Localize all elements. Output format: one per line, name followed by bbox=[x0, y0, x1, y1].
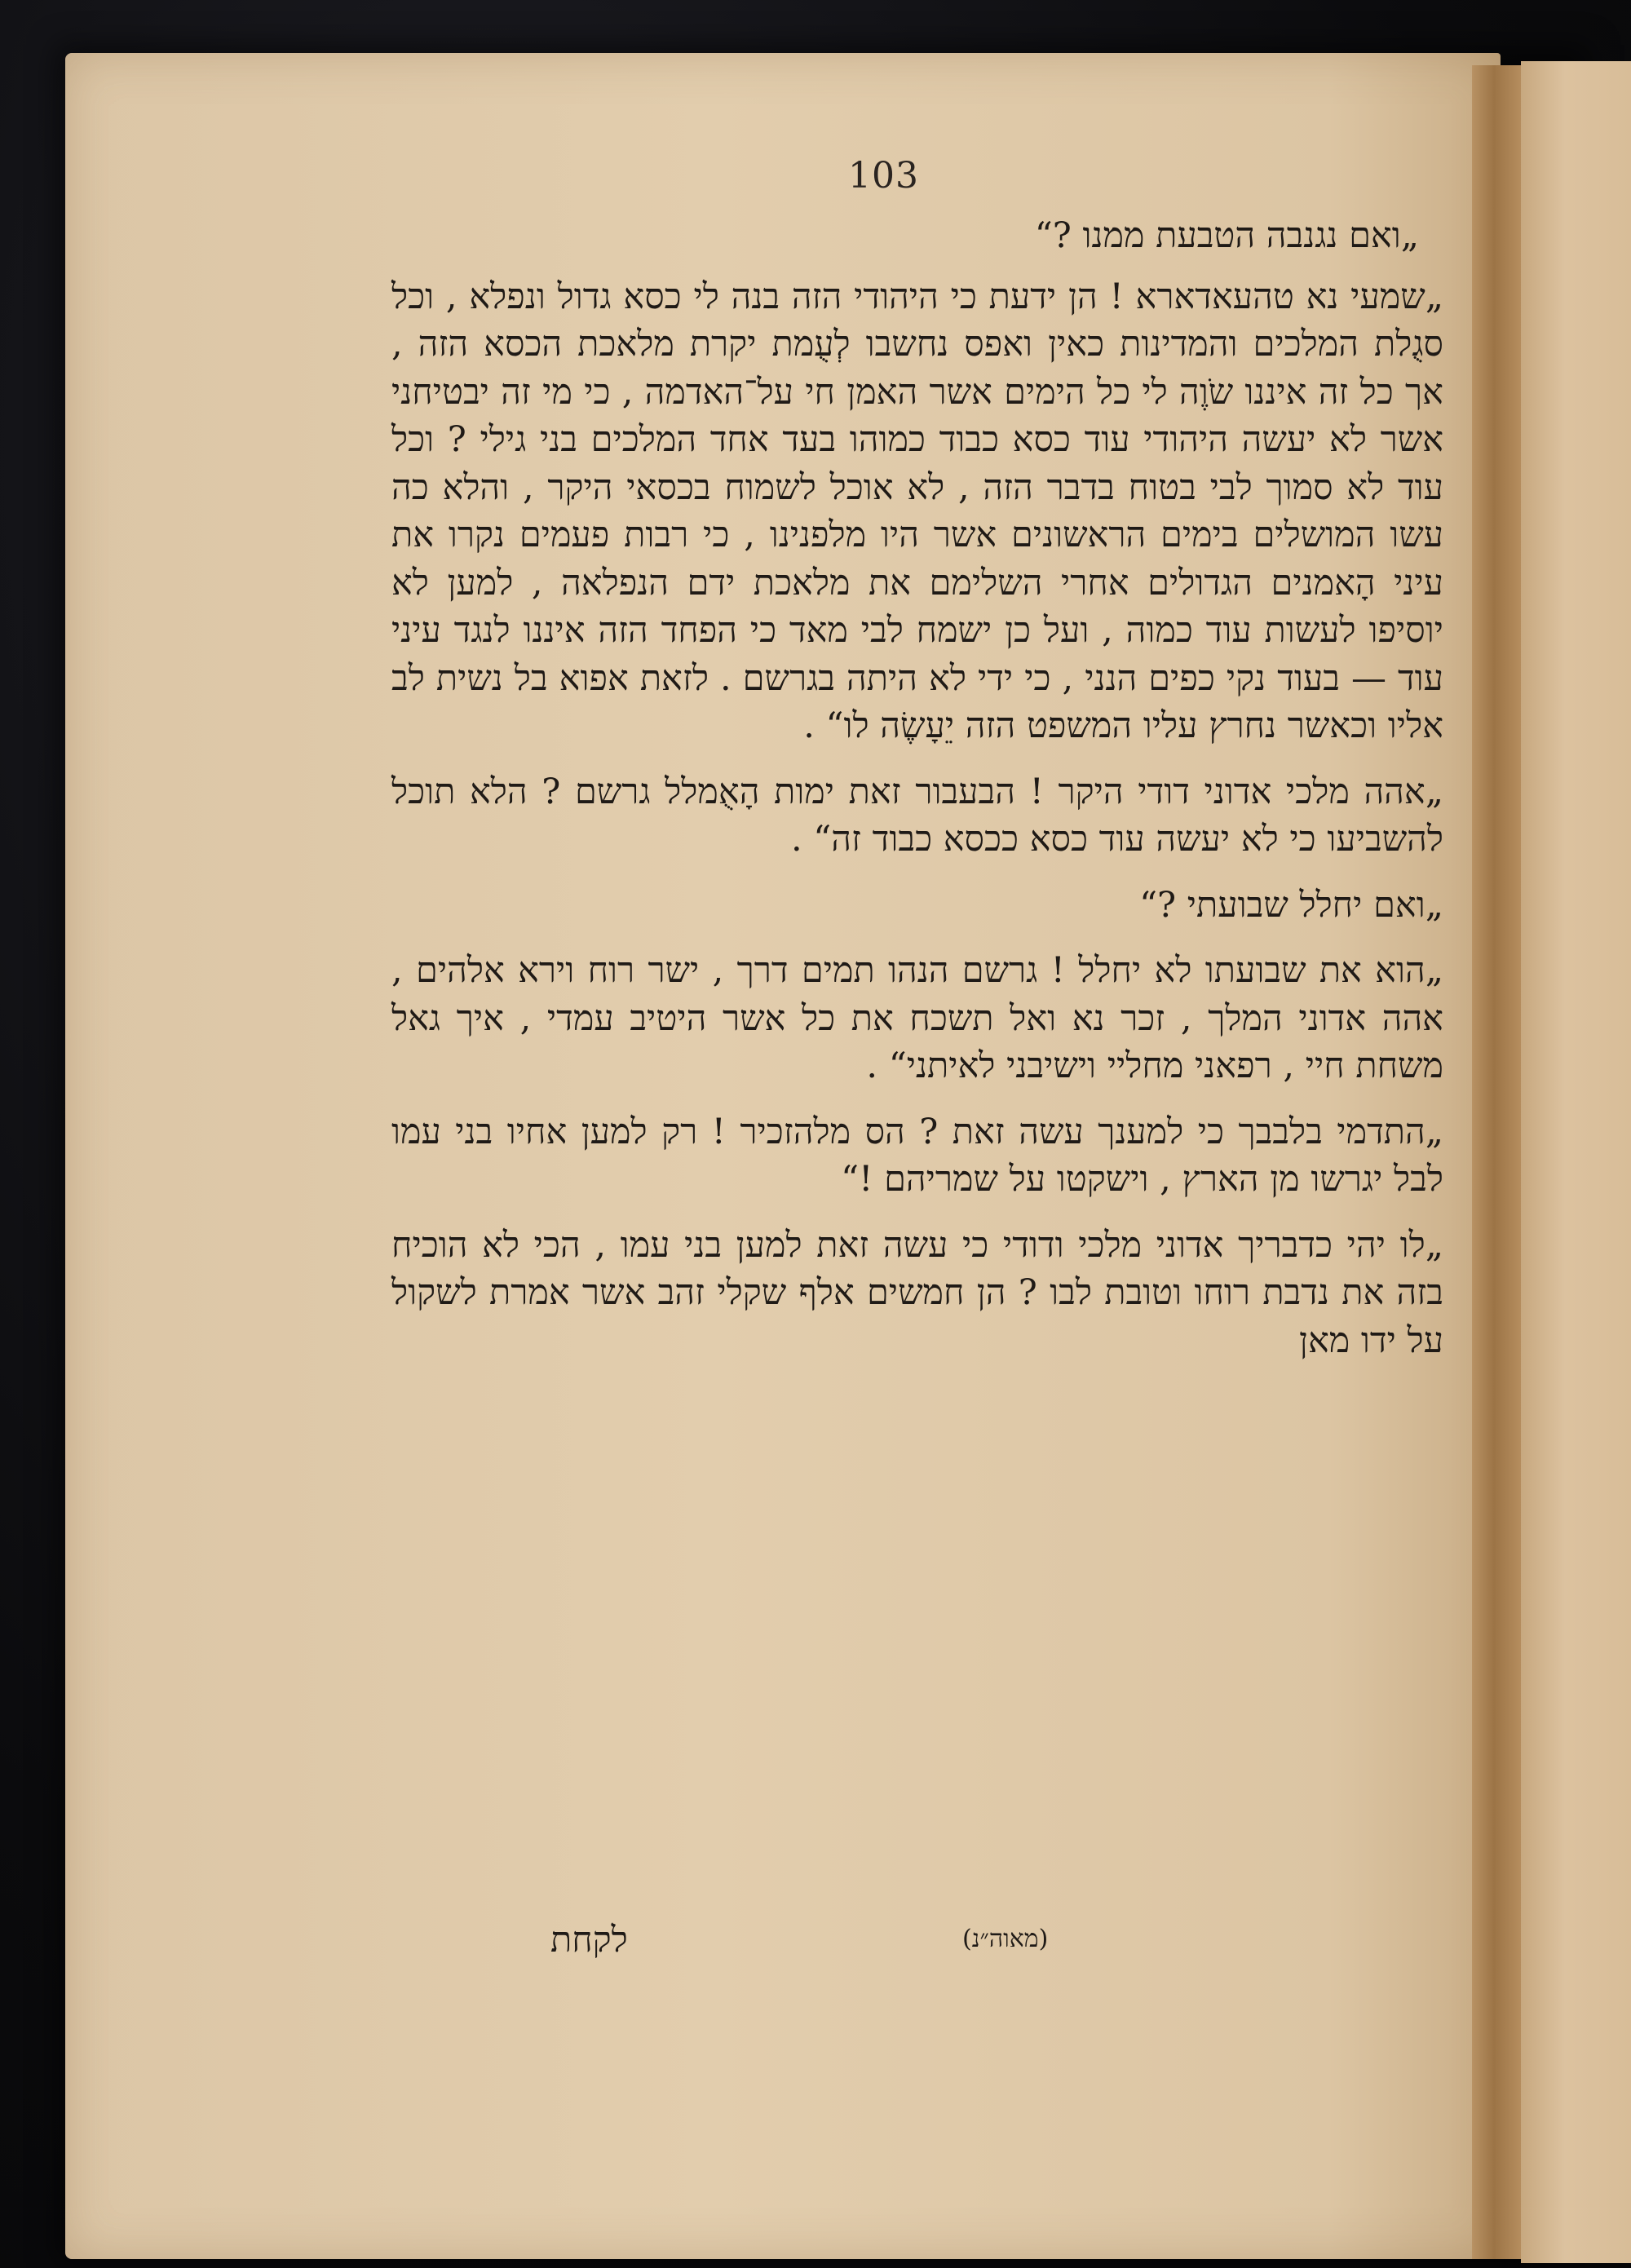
book-gutter bbox=[1472, 65, 1521, 2259]
paragraph-7: „לו יהי כדבריך אדוני מלכי ודודי כי עשה זאת למען בני עמו , הכי לא הוכיח בזה את נדבת רוחו וטובת לבו ? הן חמשים אלף שקלי זהב אשר אמרת לשקול על ידו מאן bbox=[391, 1224, 1443, 1361]
page-footer bbox=[391, 1920, 1443, 1974]
facing-page-edge bbox=[1521, 61, 1631, 2263]
body-text bbox=[391, 212, 1443, 1364]
page-number: 103 bbox=[848, 155, 919, 197]
paragraph-4: „ואם יחלל שבועתי ?“ bbox=[1139, 884, 1443, 926]
paragraph-6: „התדמי בלבבך כי למענך עשה זאת ? הס מלהזכיר ! רק למען אחיו בני עמו לבל יגרשו מן הארץ , וישקטו על שמריהם !“ bbox=[391, 1111, 1443, 1200]
paragraph-1: „ואם נגנבה הטבעת ממנו ?“ bbox=[1034, 215, 1419, 256]
paragraph-2: „שמעי נא טהעאדארא ! הן ידעת כי היהודי הזה בנה לי כסא גדול ונפלא , וכל סגֻלת המלכים והמדינות כאין ואפס נחשבו לְעֻמת יקרת מלאכת הכסא הזה , אך כל זה איננו שֹוֶה לי כל הימים אשר האמן חי על־האדמה , כי מי זה יבטיחני אשר לא יעשה היהודי עוד כסא כבוד כמוהו בעד אחד המלכים בני גילי ? וכל עוד לא סמוך לבי בטוח בדבר הזה , לא אוכל לשמוח בכסאי היקר , והלא כה עשו המושלים בימים הראשונים אשר היו מלפנינו , כי רבות פעמים נקרו את עיני הָאמנים הגדולים אחרי השלימם את מלאכת ידם הנפלאה , למען לא יוסיפו לעשות עוד כמוה , ועל כן ישמח לבי מאד כי הפחד הזה איננו לנגד עיני עוד — בעוד נקי כפים הנני , כי ידי לא היתה בגרשם . לזאת אפוא בל נשית לב אליו וכאשר נחרץ עליו המשפט הזה יֵעָשֶׂה לו“ . bbox=[391, 276, 1444, 746]
catchword: לקחת bbox=[550, 1920, 628, 1961]
signature-mark: (מאוה״נ) bbox=[962, 1925, 1049, 1953]
paragraph-5: „הוא את שבועתו לא יחלל ! גרשם הנהו תמים דרך , ישר רוח וירא אלהים , אהה אדוני המלך , זכר נא ואל תשכח את כל אשר היטיב עמדי , איך גאל משחת חיי , רפאני מחליי וישיבני לאיתני“ . bbox=[391, 950, 1443, 1086]
paragraph-3: „אהה מלכי אדוני דודי היקר ! הבעבור זאת ימות הָאֻמלל גרשם ? הלא תוכל להשביעו כי לא יעשה עוד כסא ככסא כבוד זה“ . bbox=[391, 771, 1443, 860]
